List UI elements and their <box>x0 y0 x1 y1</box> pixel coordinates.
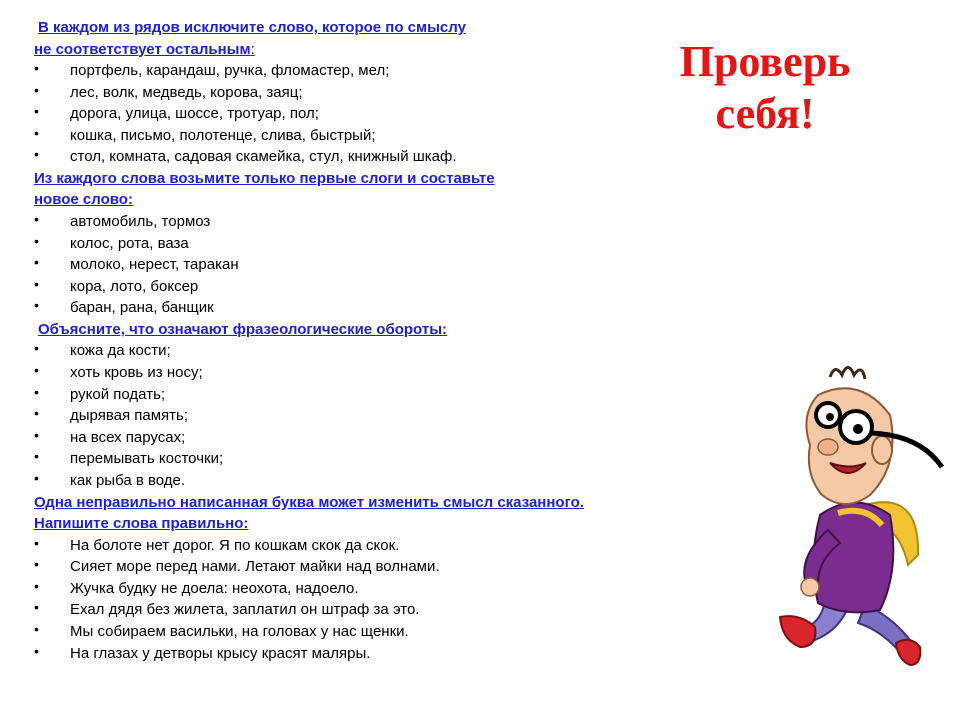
section-1 <box>34 17 734 168</box>
bullet-icon: • <box>34 254 39 271</box>
list-item: • кошка, письмо, полотенце, слива, быстрый; <box>34 124 376 144</box>
bullet-icon: • <box>34 275 39 292</box>
bullet-icon: • <box>34 534 39 551</box>
bullet-icon: • <box>34 210 39 227</box>
section-heading: Одна неправильно написанная буква может изменить смысл сказанного. <box>34 493 584 511</box>
bullet-icon: • <box>34 232 39 249</box>
hand-icon <box>801 578 819 596</box>
bullet-icon: • <box>34 556 39 573</box>
list-item: • перемывать косточки; <box>34 448 224 468</box>
list-item: • кожа да кости; <box>34 340 171 360</box>
section-heading: В каждом из рядов исключите слово, которое по смыслу <box>38 19 466 36</box>
list-item: • На глазах у детворы крысу красят маляры. <box>34 642 371 662</box>
list-item: • колос, рота, ваза <box>34 232 189 252</box>
bullet-icon: • <box>34 124 39 141</box>
cartoon-boy-illustration <box>770 355 950 685</box>
bullet-icon: • <box>34 362 39 379</box>
list-item: • хоть кровь из носу; <box>34 362 203 382</box>
bullet-icon: • <box>34 577 39 594</box>
section-3 <box>34 319 734 492</box>
list-item: • на всех парусах; <box>34 426 186 446</box>
bullet-icon: • <box>34 448 39 465</box>
page-title <box>660 36 870 140</box>
list-item: • На болоте нет дорог. Я по кошкам скок да скок. <box>34 534 400 554</box>
title-line-2: себя! <box>715 89 815 138</box>
section-heading: Объясните, что означают фразеологические обороты: <box>38 320 447 338</box>
bullet-icon: • <box>34 405 39 422</box>
list-item: • как рыба в воде. <box>34 470 186 489</box>
title-line-1: Проверь <box>679 37 851 86</box>
list-item: • Мы собираем васильки, на головах у нас щенки. <box>34 620 409 640</box>
exercise-list <box>34 17 734 664</box>
shoe-icon <box>780 616 815 647</box>
section-heading: Напишите слова правильно: <box>34 515 249 533</box>
bullet-icon: • <box>34 426 39 443</box>
list-item: • стол, комната, садовая скамейка, стул, книжный шкаф. <box>34 146 457 166</box>
bullet-icon: • <box>34 620 39 637</box>
section-heading: Из каждого слова возьмите только первые слоги и составьте <box>34 169 495 187</box>
list-item: • рукой подать; <box>34 383 166 403</box>
eye-icon <box>826 413 834 421</box>
section-4 <box>34 492 734 665</box>
bullet-icon: • <box>34 60 39 76</box>
shoe-icon <box>896 640 920 665</box>
list-item: • Ехал дядя без жилета, заплатил он штраф за это. <box>34 599 420 619</box>
section-heading: новое слово: <box>34 191 133 209</box>
list-item: • лес, волк, медведь, корова, заяц; <box>34 81 303 101</box>
list-item: • дырявая память; <box>34 405 189 425</box>
bullet-icon: • <box>34 340 39 357</box>
bullet-icon: • <box>34 103 39 120</box>
list-item: • Сияет море перед нами. Летают майки над волнами. <box>34 556 440 576</box>
eye-icon <box>853 424 863 434</box>
bullet-icon: • <box>34 297 39 314</box>
list-item: • Жучка будку не доела: неохота, надоело. <box>34 577 359 597</box>
list-item: • кора, лото, боксер <box>34 275 199 295</box>
list-item: • портфель, карандаш, ручка, фломастер, мел; <box>34 60 390 79</box>
hair-icon <box>830 368 865 380</box>
bullet-icon: • <box>34 642 39 659</box>
nose-icon <box>818 439 838 455</box>
bullet-icon: • <box>34 383 39 400</box>
list-item: • молоко, нерест, таракан <box>34 254 239 274</box>
list-item: • баран, рана, банщик <box>34 297 214 317</box>
section-2 <box>34 168 734 319</box>
list-item: • автомобиль, тормоз <box>34 210 211 230</box>
bullet-icon: • <box>34 146 39 163</box>
list-item: • дорога, улица, шоссе, тротуар, пол; <box>34 103 319 123</box>
section-heading: не соответствует остальным: <box>34 40 255 58</box>
bullet-icon: • <box>34 470 39 486</box>
bullet-icon: • <box>34 599 39 616</box>
ear-icon <box>872 436 892 464</box>
bullet-icon: • <box>34 81 39 98</box>
